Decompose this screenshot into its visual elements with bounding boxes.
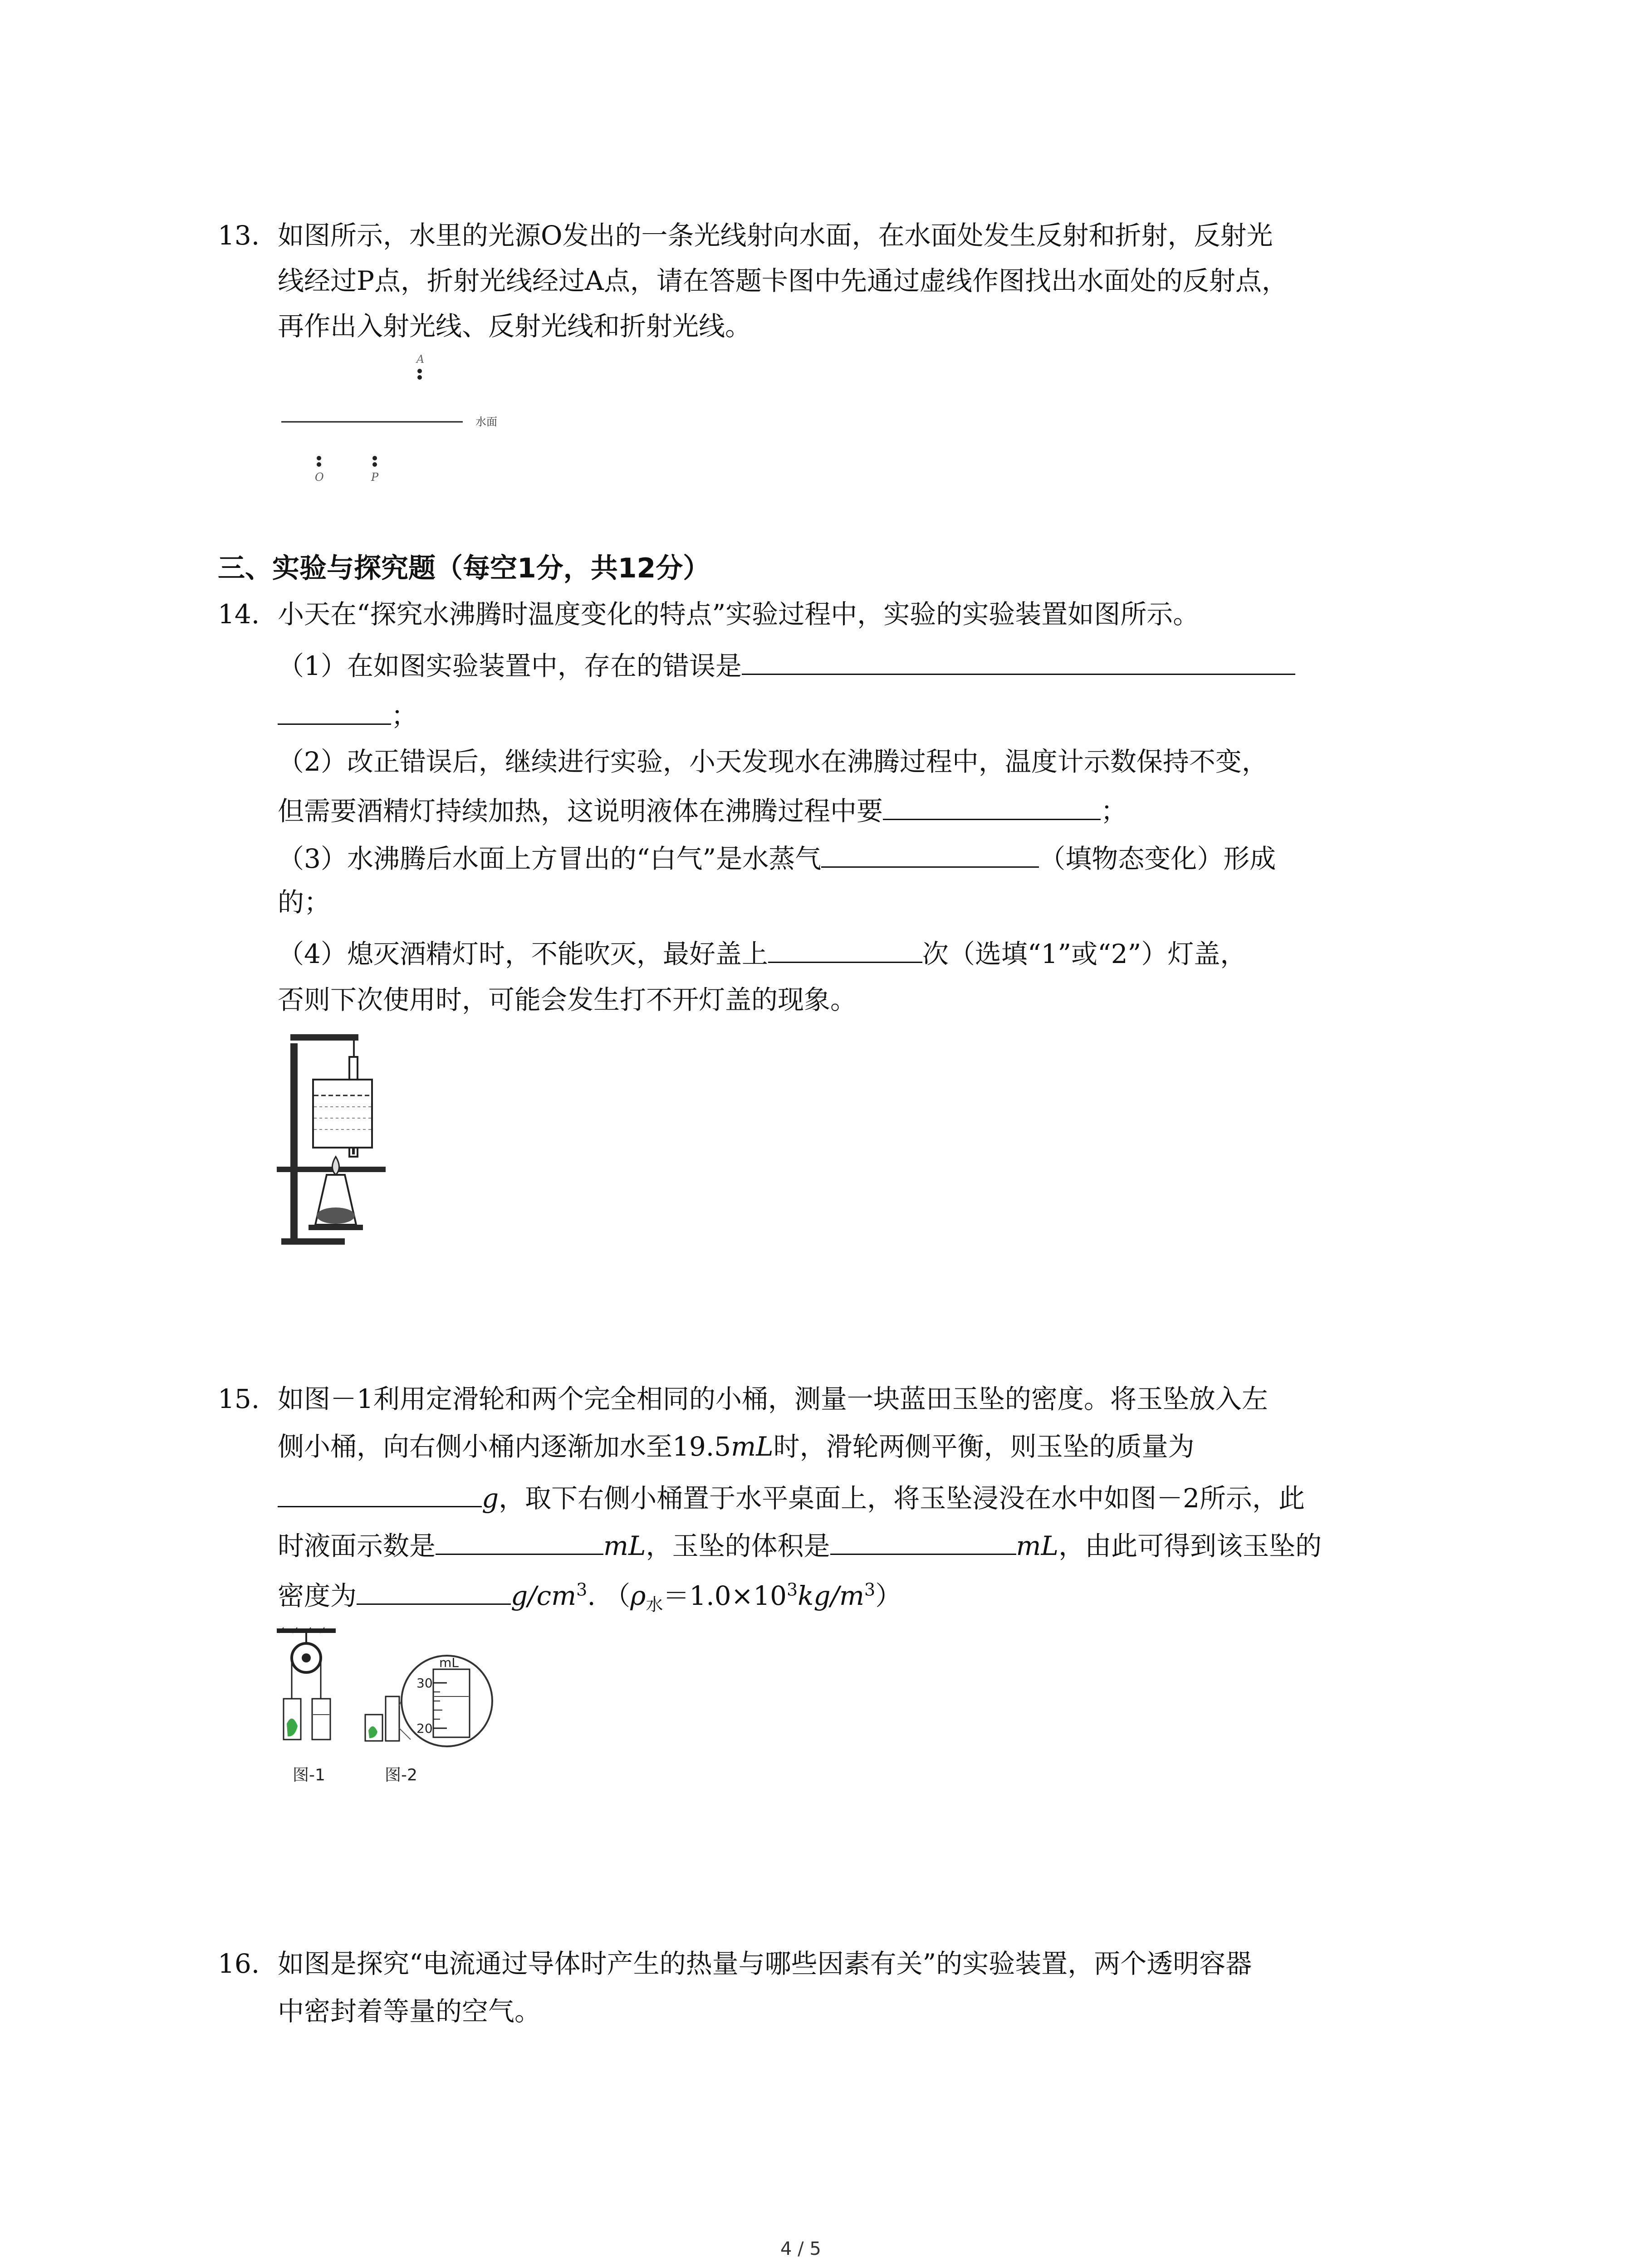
answer-blank-14-2[interactable] — [883, 796, 1101, 820]
answer-blank-15-1[interactable] — [278, 1483, 482, 1507]
answer-blank-14-1[interactable] — [742, 651, 1295, 675]
clamp-arm — [290, 1034, 358, 1041]
q15-exp-2: 3 — [787, 1579, 798, 1600]
q13-line3: 再作出入射光线、反射光线和折射光线。 — [278, 311, 752, 342]
q16-line2: 中密封着等量的空气。 — [278, 1996, 541, 2027]
boiling-apparatus-figure — [272, 1025, 390, 1252]
figure-1-caption: 图-1 — [293, 1766, 325, 1784]
figure-2-caption: 图-2 — [385, 1766, 417, 1784]
q14-sub4-hint: 次（选填“1”或“2”）灯盖， — [922, 938, 1247, 969]
q15-number: 15. — [218, 1383, 260, 1414]
pulley-axle — [302, 1653, 311, 1662]
q14-sub4-text: （4）熄灭酒精灯时，不能吹灭，最好盖上 — [278, 938, 768, 969]
q13-line1: 如图所示，水里的光源O发出的一条光线射向水面，在水面处发生反射和折射，反射光 — [278, 220, 1273, 251]
lamp-fuel — [317, 1207, 355, 1224]
lamp-base — [309, 1225, 363, 1230]
q15-rho-sub: 水 — [646, 1594, 663, 1615]
q14-sub3-hint: （填物态变化）形成 — [1039, 843, 1276, 874]
point-a-dot-2 — [417, 375, 422, 380]
q14-sub2-text: 但需要酒精灯持续加热，这说明液体在沸腾过程中要 — [278, 796, 883, 826]
q14-sub2-line1: （2）改正错误后，继续进行实验，小天发现水在沸腾过程中，温度计示数保持不变， — [278, 746, 1268, 777]
answer-blank-15-3[interactable] — [830, 1531, 1016, 1555]
section-3-title: 三、实验与探究题（每空1分，共12分） — [218, 552, 710, 584]
q16-number: 16. — [218, 1948, 260, 1979]
q15-line5-text: 密度为 — [278, 1580, 357, 1611]
q15-line5-sep: . （ — [587, 1580, 631, 1611]
q15-exp-3: 3 — [864, 1579, 876, 1600]
q14-sub1 — [278, 651, 1295, 679]
q15-rho-value: ＝1.0×10 — [663, 1580, 787, 1611]
point-o-label: O — [315, 471, 324, 484]
graduated-cylinder — [386, 1696, 399, 1741]
q15-line3 — [278, 1483, 1305, 1514]
zoom-line-2 — [399, 1728, 411, 1740]
q15-unit-ml-3: mL — [1016, 1530, 1059, 1561]
point-o-dot — [317, 456, 321, 460]
stand-base — [281, 1238, 345, 1245]
point-a-label: A — [416, 353, 425, 366]
q15-unit-ml: mL — [731, 1431, 774, 1462]
lamp-flame — [333, 1157, 339, 1175]
answer-blank-14-4[interactable] — [768, 939, 922, 963]
q15-line2-text: 侧小桶，向右侧小桶内逐渐加水至19.5 — [278, 1431, 731, 1462]
point-p-dot — [372, 456, 377, 460]
q14-sub1-cont — [278, 701, 417, 729]
water-surface-label: 水面 — [475, 415, 497, 428]
q15-rho: ρ — [630, 1580, 646, 1611]
q13-number: 13. — [218, 220, 260, 251]
pulley-density-figure — [272, 1624, 544, 1805]
q15-line4 — [278, 1531, 1322, 1559]
stand-rod — [290, 1043, 298, 1243]
q14-sub2-line2 — [278, 796, 1127, 824]
q14-sub2-end: ； — [1101, 796, 1127, 826]
q15-line2 — [278, 1433, 1195, 1460]
q13-light-diagram — [272, 349, 526, 494]
q14-sub3-line2: 的； — [278, 887, 331, 918]
cylinder-zoom — [433, 1669, 470, 1737]
q15-line1: 如图－1利用定滑轮和两个完全相同的小桶，测量一块蓝田玉坠的密度。将玉坠放入左 — [278, 1383, 1268, 1414]
point-o-dot-2 — [317, 462, 321, 467]
answer-blank-15-2[interactable] — [436, 1531, 603, 1555]
q15-line4-end: ，由此可得到该玉坠的 — [1058, 1530, 1322, 1561]
q15-line2-end: 时，滑轮两侧平衡，则玉坠的质量为 — [773, 1431, 1195, 1462]
answer-blank-14-1b[interactable] — [278, 701, 391, 725]
point-p-dot-2 — [372, 462, 377, 467]
beaker — [313, 1080, 372, 1148]
q15-exp: 3 — [576, 1579, 588, 1600]
ml-label: mL — [439, 1655, 459, 1670]
q14-intro: 小天在“探究水沸腾时温度变化的特点”实验过程中，实验的实验装置如图所示。 — [278, 599, 1200, 630]
q14-sub3-text: （3）水沸腾后水面上方冒出的“白气”是水蒸气 — [278, 843, 822, 874]
q15-unit-ml-2: mL — [603, 1530, 646, 1561]
ring-platform — [277, 1167, 386, 1172]
q15-unit-g: g — [482, 1483, 499, 1514]
q15-unit-kgm: kg/m — [798, 1580, 864, 1611]
q16-line1: 如图是探究“电流通过导体时产生的热量与哪些因素有关”的实验装置，两个透明容器 — [278, 1948, 1252, 1979]
tick-20-label: 20 — [416, 1721, 433, 1736]
q14-sub1-end: ； — [391, 700, 418, 731]
q15-line5-close: ） — [875, 1580, 902, 1611]
answer-blank-15-4[interactable] — [357, 1581, 511, 1605]
q15-unit-gcm: g/cm — [511, 1580, 577, 1611]
q15-line4-text: 时液面示数是 — [278, 1530, 436, 1561]
q14-sub4-line1 — [278, 939, 1246, 967]
tick-30-label: 30 — [416, 1676, 433, 1691]
answer-blank-14-3[interactable] — [821, 844, 1039, 868]
q15-line3-text: ，取下右侧小桶置于水平桌面上，将玉坠浸没在水中如图－2所示，此 — [499, 1483, 1305, 1514]
q14-number: 14. — [218, 599, 260, 630]
q14-sub4-line2: 否则下次使用时，可能会发生打不开灯盖的现象。 — [278, 984, 857, 1015]
point-p-label: P — [371, 471, 379, 484]
point-a-dot — [417, 369, 422, 373]
q13-line2: 线经过P点，折射光线经过A点，请在答题卡图中先通过虚线作图找出水面处的反射点， — [278, 265, 1288, 296]
bucket-right — [312, 1699, 330, 1740]
q15-line5 — [278, 1579, 902, 1615]
q15-line4-mid: ，玉坠的体积是 — [646, 1530, 830, 1561]
q14-sub1-text: （1）在如图实验装置中，存在的错误是 — [278, 650, 742, 681]
page-number: 4 / 5 — [780, 2239, 821, 2259]
q14-sub3-line1 — [278, 844, 1276, 872]
